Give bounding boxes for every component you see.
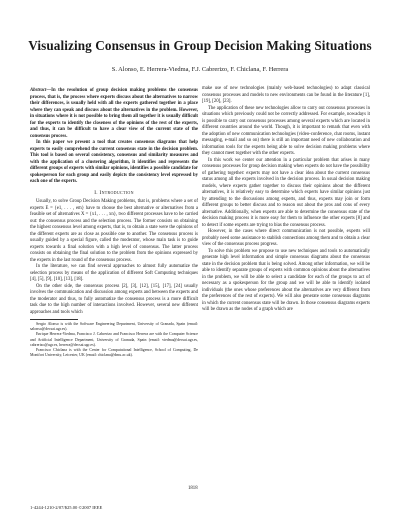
left-column	[30, 88, 198, 358]
right-paragraph-3: In this work we center our attention in a particular problem that arises in many consensus processes for group decision making when experts do not have the possibility of gathering together: experts may not have a clear idea about the current consensus status among all the experts involved in the decision process. In usual decision making models, where experts gather together to discuss their opinions about the different alternatives, it is relatively easy to determine which experts have similar opinions just by attending to the discussions among experts, and thus, experts may join or form different groups to better discuss and to reason out about the pros and cons of every alternative. Additionally, when experts are able to determine the consensus state of the decision making process it is more easy for them to influence the other experts [8] and to detect if some experts are trying to bias the consensus process.	[202, 157, 370, 228]
abstract-paragraph	[30, 88, 198, 140]
abstract-paragraph-2: In this paper we present a tool that creates consensus diagrams that help experts to easily comprehend the current consensus state in the decision problem. This tool is based on several consistency, consensus and similarity measures and with the application of a clustering algorithm, it identifies and represents the different groups of experts with similar opinions, identifies a possible candidate for spokesperson for each group and easily depicts the consistency level expressed by each one of the experts.	[30, 140, 198, 184]
abstract-lead: Abstract	[30, 88, 47, 93]
paper-title: Visualizing Consensus in Group Decision Making Situations	[28, 38, 372, 53]
intro-paragraph-3: On the other side, the consensus process [2], [3], [12], [15], [17], [24] usually involves the communication and discussion among experts and between the experts and the moderator and thus, to fully automatize the consensus process is a more difficult task due to the high number of interactions involved. However, several new different approaches and tools which	[30, 283, 198, 315]
intro-paragraph-1: Usually, to solve Group Decision Making problems, that is, problems where a set of experts E = {e1, . . . , em} have to choose the best alternative or alternatives from a feasible set of alternatives X = {x1, . . . , xn}, two different processes have to be carried out: the consensus process and the selection process. The former consists on obtaining the highest consensus level among experts, that is, to obtain a state were the opinions of the different experts are as close as possible one to another. The consensus process is usually guided by a special figure, called the moderator, whose main task is to guide experts towards a final solution with a high level of consensus. The latter process consists on obtaining the final solution to the problem from the opinions expressed by the experts in the last round of the consensus process.	[30, 199, 198, 263]
footnote-1: Sergio Alonso is with the Software Engineering Department, University of Granada, Spain (email: salonso@decsai.ugr.es).	[30, 322, 198, 332]
right-paragraph-2: The application of these new technologies allow to carry out consensus processes in situations which previously could not be correctly addressed. For example, nowadays it is possible to carry out consensus processes among several experts which are located in different countries around the world. Though, it is important to remark that even with the adoption of new communication technologies (video-conference, chat rooms, instant messaging, e-mail and so on) there is still an important need of new collaboration and information tools for the experts being able to solve decision making problems where they cannot meet together with the other experts.	[202, 105, 370, 156]
section-heading-introduction: I. Introduction	[94, 189, 134, 196]
right-paragraph-5: To solve this problem we propose to use new techniques and tools to automatically generate high level information and simple consensus diagrams about the consensus state in the decision problem that is being solved. Among other information, we will be able to identify separate groups of experts with common opinions about the alternatives in the problem, we will be able to select a candidate for each of the groups to act of necessary as a spokesperson for the group and we will be able to identify isolated individuals (the ones whose preferences about the alternatives are very different from the preferences of the rest of experts). We will also generate some consensus diagrams in which the current consensus state will be drawn. In those consensus diagrams experts will be drawn as the nodes of a graph which are	[202, 248, 370, 312]
intro-paragraph-2: In the literature, we can find several approaches to almost fully automatize the selection process by means of the application of different Soft Computing techniques [4], [5], [9], [10], [13], [18].	[30, 264, 198, 282]
copyright-line: 1-4244-1210-2/07/$25.00 ©2007 IEEE	[30, 505, 103, 510]
footnote-2: Enrique Herrera-Viedma, Francisco J. Cabrerizo and Francisco Herrera are with the Computer Science and Artificial Intelligence Department, University of Granada, Spain (email: viedma@decsai.ugr.es, cabrerizo@ugr.es, herrera@decsai.ugr.es).	[30, 332, 198, 347]
right-paragraph-1: make use of new technologies (mainly web-based technologies) to adapt classical consensus processes and models to new environments can be found in the literature [1], [19], [20], [23].	[202, 86, 370, 104]
footnote-3: Francisco Chiclana is with the Center for Computational Intelligence, School of Computing, De Montfort University, Leicester, UK (email: chiclana@dmu.ac.uk).	[30, 348, 198, 358]
abstract-body: —In the resolution of group decision making problems the consensus process, that is, the process where experts discuss about the alternatives to narrow their differences, is usually held with all the experts gathered together in a place where they can speak and discuss about the alternatives in the problem. However, in situations where it is not possible to bring them all together it is usually difficult for the experts to identify the closeness of the opinions of the rest of the experts, and thus, it can be difficult to have a clear view of the current state of the consensus process.	[30, 88, 198, 139]
page-number: 1818	[188, 486, 198, 491]
footnote-rule	[30, 319, 78, 320]
paper-authors: S. Alonso, E. Herrera-Viedma, F.J. Cabrerizo, F. Chiclana, F. Herrera	[111, 66, 289, 73]
right-paragraph-4: However, in the cases where direct communication is not possible, experts will probably need some assistance to stablish connections among them and to obtain a clear view of the consensus process progress.	[202, 229, 370, 247]
right-column	[202, 86, 370, 314]
